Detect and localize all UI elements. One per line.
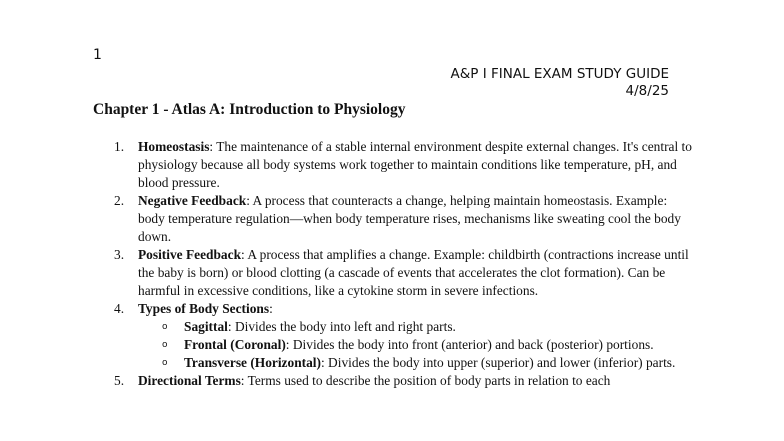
item-number: 4. [114,301,125,316]
bullet-icon: o [162,322,168,332]
bullet-icon: o [162,358,168,368]
body-sections-sublist [138,318,693,372]
document-title: A&P I FINAL EXAM STUDY GUIDE [450,66,669,82]
subitem-text: : Divides the body into front (anterior) and back (posterior) portions. [285,337,654,352]
item-number: 1. [114,139,125,154]
item-number: 2. [114,193,125,208]
sublist-item-frontal [138,336,684,354]
item-term: Negative Feedback [138,193,247,208]
document-header [451,66,669,100]
list-item-directional-terms [0,372,693,390]
subitem-term: Sagittal [184,319,228,334]
item-text: : Terms used to describe the position of body parts in relation to each [240,373,611,388]
sublist-item-sagittal [138,318,684,336]
subitem-term: Transverse (Horizontal) [184,355,321,370]
list-item-homeostasis [0,138,693,192]
item-term: Types of Body Sections [138,301,270,316]
item-text: : [269,301,273,316]
list-item-positive-feedback [0,246,693,300]
item-number: 3. [114,247,125,262]
item-term: Homeostasis [138,139,210,154]
document-date: 4/8/25 [625,83,669,99]
list-item-body-sections [0,300,693,372]
item-text: : The maintenance of a stable internal environment despite external changes. It's central to physiology because all body systems work together to maintain conditions like temperature, pH, and blood pressure. [138,139,692,190]
chapter-heading: Chapter 1 - Atlas A: Introduction to Physiology [93,101,406,118]
subitem-text: : Divides the body into upper (superior) and lower (inferior) parts. [320,355,676,370]
sublist-item-transverse [138,354,684,372]
item-term: Positive Feedback [138,247,242,262]
subitem-text: : Divides the body into left and right parts. [227,319,456,334]
item-number: 5. [114,373,125,388]
item-text: : A process that amplifies a change. Example: childbirth (contractions increase until the baby is born) or blood clotting (a cascade of events that accelerates the clot formation). Can be harmful in excessive conditions, like a cytokine storm in severe infections. [138,247,689,298]
list-item-negative-feedback [0,192,693,246]
study-guide-list [0,138,784,390]
page-number: 1 [93,47,102,63]
item-text: : A process that counteracts a change, helping maintain homeostasis. Example: body temperature regulation—when body temperature rises, mechanisms like sweating cool the body down. [138,193,681,244]
subitem-term: Frontal (Coronal) [184,337,286,352]
item-term: Directional Terms [138,373,241,388]
bullet-icon: o [162,340,168,350]
